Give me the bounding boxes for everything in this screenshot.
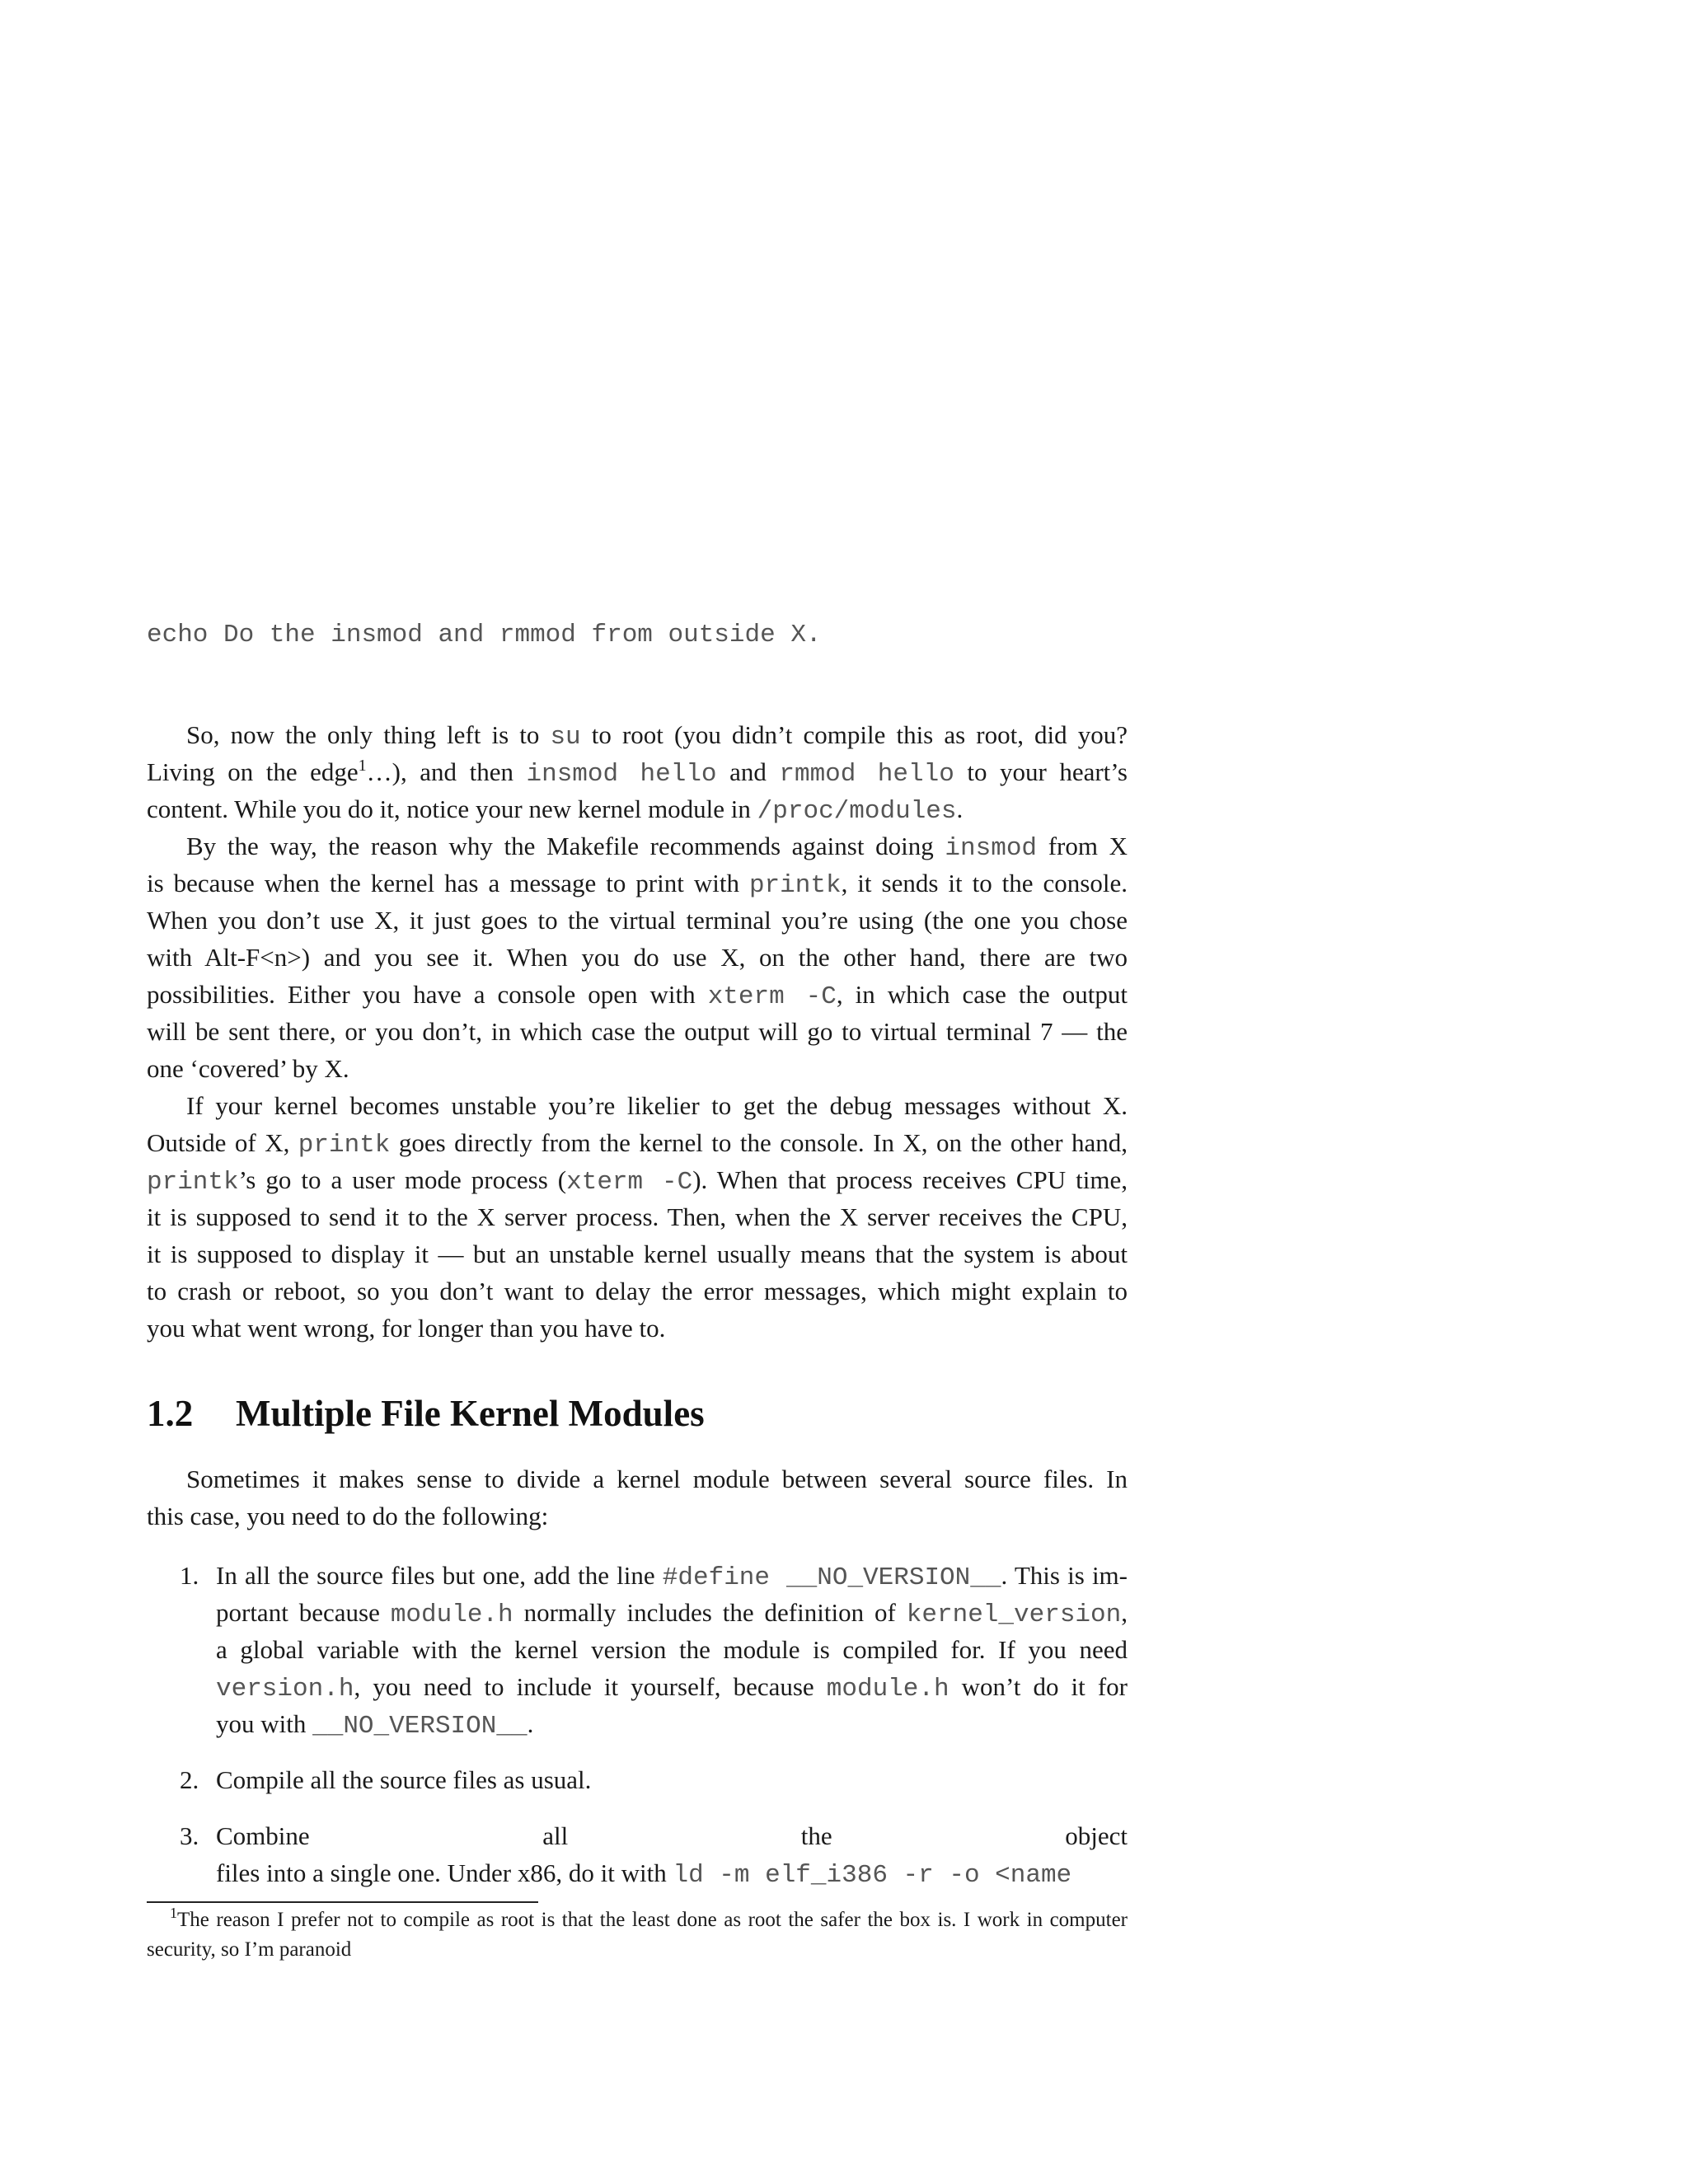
para3-line2: Outside of X, printk goes directly from the kernel to the console. In X, on the other hand, — [147, 1128, 1128, 1160]
para3-line7: you what went wrong, for longer than you have to. — [147, 1314, 666, 1343]
section-heading — [147, 1389, 705, 1438]
para1-line2: Living on the edge$^1$…), and then insmod hello and rmmod hello to your heart’s — [147, 757, 1128, 789]
list-item-1-line5: you with __NO_VERSION__. — [216, 1709, 534, 1741]
inline-code-su: su — [550, 723, 581, 752]
inline-code-insmod: insmod — [945, 834, 1038, 863]
footnote-rule — [147, 1901, 538, 1903]
para3-line1: If your kernel becomes unstable you’re likelier to get the debug messages without X. — [186, 1091, 1128, 1120]
para2-line5: possibilities. Either you have a console open with xterm -C, in which case the output — [147, 980, 1128, 1011]
para2-line2: is because when the kernel has a message to print with printk, it sends it to the console. — [147, 869, 1128, 900]
inline-code-xterm-c: xterm -C — [707, 982, 837, 1011]
para2-line3: When you don’t use X, it just goes to the virtual terminal you’re using (the one you chose — [147, 906, 1128, 935]
list-item-1-line4: version.h, you need to include it yourself, because module.h won’t do it for — [216, 1672, 1128, 1704]
inline-code-kernel-version: kernel_version — [906, 1601, 1122, 1629]
footnote-mark: 1 — [170, 1905, 177, 1921]
list-item-1-line1: In all the source files but one, add the line #define __NO_VERSION__. This is im- — [216, 1561, 1128, 1592]
list-item-2-number: 2. — [180, 1765, 199, 1794]
inline-code-rmmod-hello: rmmod hello — [779, 760, 954, 789]
list-item-3-line1: Combine all the object — [216, 1821, 1128, 1850]
para2-line4: with Alt-F<n>) and you see it. When you do use X, on the other hand, there are two — [147, 943, 1128, 972]
footnote-line2: security, so I’m paranoid — [147, 1938, 352, 1961]
inline-code-printk: printk — [147, 1168, 239, 1197]
inline-code-version-h: version.h — [216, 1675, 354, 1704]
para3-line4: it is supposed to send it to the X server process. Then, when the X server receives the CPU, — [147, 1202, 1128, 1231]
inline-code-insmod-hello: insmod hello — [526, 760, 717, 789]
inline-code-printk: printk — [298, 1131, 391, 1160]
inline-code-printk: printk — [748, 871, 842, 900]
para4-line1: Sometimes it makes sense to divide a kernel module between several source files. In — [186, 1465, 1128, 1493]
list-item-1-number: 1. — [180, 1561, 199, 1590]
inline-code-no-version: __NO_VERSION__ — [312, 1712, 528, 1741]
list-item-2-text: Compile all the source files as usual. — [216, 1765, 592, 1794]
inline-code-proc-modules: /proc/modules — [757, 797, 957, 826]
list-item-1-line2: portant because module.h normally includes the definition of kernel_version, — [216, 1598, 1128, 1629]
section-title: Multiple File Kernel Modules — [236, 1393, 705, 1434]
para1-line1: So, now the only thing left is to su to root (you didn’t compile this as root, did you? — [186, 720, 1128, 752]
para1-line3: content. While you do it, notice your new kernel module in /proc/modules. — [147, 794, 964, 826]
para3-line5: it is supposed to display it — but an unstable kernel usually means that the system is about — [147, 1240, 1128, 1268]
para4-line2: this case, you need to do the following: — [147, 1502, 549, 1530]
list-item-1-line3: a global variable with the kernel version the module is compiled for. If you need — [216, 1635, 1128, 1664]
inline-code-module-h: module.h — [390, 1601, 513, 1629]
para3-line6: to crash or reboot, so you don’t want to delay the error messages, which might explain to — [147, 1277, 1128, 1305]
footnote-ref-1[interactable]: 1 — [358, 757, 367, 775]
list-item-3-line2: files into a single one. Under x86, do it with ld -m elf_i386 -r -o <name — [216, 1858, 1072, 1890]
inline-code-module-h: module.h — [826, 1675, 950, 1704]
inline-code-xterm-c: xterm -C — [566, 1168, 693, 1197]
inline-code-ld-command: ld -m elf_i386 -r -o <name — [673, 1861, 1072, 1890]
para3-line3: printk’s go to a user mode process (xterm -C). When that process receives CPU time, — [147, 1165, 1128, 1197]
list-item-3-number: 3. — [180, 1821, 199, 1850]
inline-code-define-no-version: #define __NO_VERSION__ — [662, 1563, 1001, 1592]
para2-line7: one ‘covered’ by X. — [147, 1054, 349, 1083]
section-number: 1.2 — [147, 1393, 194, 1434]
para2-line6: will be sent there, or you don’t, in which case the output will go to virtual terminal 7 — the — [147, 1017, 1128, 1046]
para2-line1: By the way, the reason why the Makefile recommends against doing insmod from X — [186, 832, 1128, 863]
footnote-line1: $^1$The reason I prefer not to compile as root is that the least done as root the safer the box is. I work in computer — [170, 1905, 1128, 1931]
code-echo-line: echo Do the insmod and rmmod from outside X. — [147, 621, 822, 649]
